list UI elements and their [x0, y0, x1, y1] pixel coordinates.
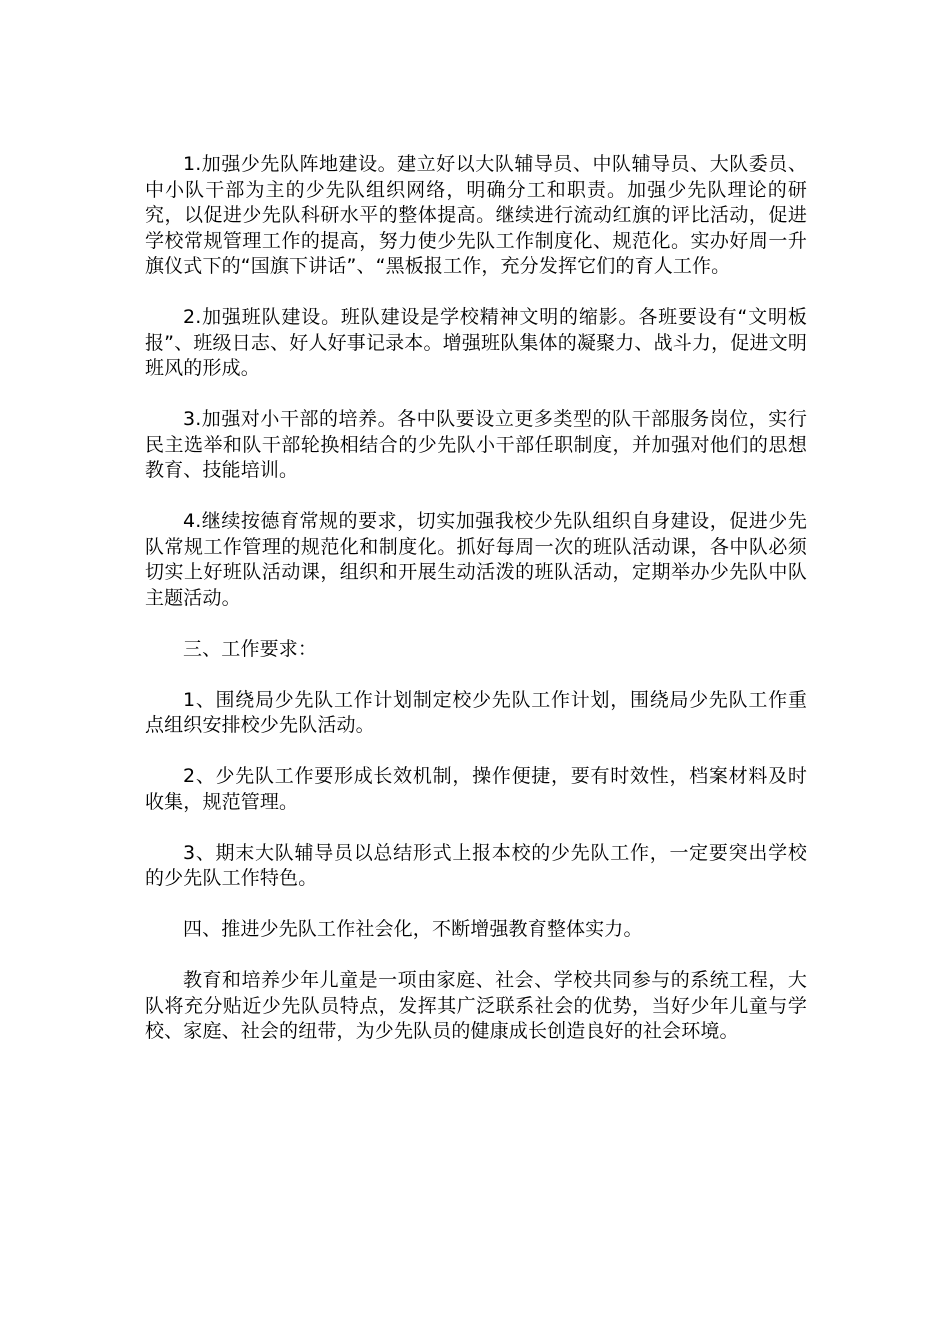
closing-paragraph: 教育和培养少年儿童是一项由家庭、社会、学校共同参与的系统工程，大队将充分贴近少先队员特点，发挥其广泛联系社会的优势，当好少年儿童与学校、家庭、社会的纽带，为少先队员的健康成长创造良好的社会环境。 [145, 969, 807, 1042]
section-heading-socialization: 四、推进少先队工作社会化，不断增强教育整体实力。 [183, 918, 643, 940]
paragraph-2: 2.加强班队建设。班队建设是学校精神文明的缩影。各班要设有“文明板报”、班级日志、好人好事记录本。增强班队集体的凝聚力、战斗力，促进文明班风的形成。 [145, 306, 807, 379]
requirement-item-2: 2、少先队工作要形成长效机制，操作便捷，要有时效性，档案材料及时收集，规范管理。 [145, 765, 807, 813]
requirement-item-1: 1、围绕局少先队工作计划制定校少先队工作计划，围绕局少先队工作重点组织安排校少先队活动。 [145, 688, 807, 736]
paragraph-3: 3.加强对小干部的培养。各中队要设立更多类型的队干部服务岗位，实行民主选举和队干部轮换相结合的少先队小干部任职制度，并加强对他们的思想教育、技能培训。 [145, 408, 807, 481]
paragraph-4: 4.继续按德育常规的要求，切实加强我校少先队组织自身建设，促进少先队常规工作管理的规范化和制度化。抓好每周一次的班队活动课，各中队必须切实上好班队活动课，组织和开展生动活泼的班队活动，定期举办少先队中队主题活动。 [145, 510, 807, 609]
requirement-item-3: 3、期末大队辅导员以总结形式上报本校的少先队工作，一定要突出学校的少先队工作特色。 [145, 841, 807, 889]
section-heading-requirements: 三、工作要求： [183, 637, 318, 660]
paragraph-1: 1.加强少先队阵地建设。建立好以大队辅导员、中队辅导员、大队委员、中小队干部为主的少先队组织网络，明确分工和职责。加强少先队理论的研究，以促进少先队科研水平的整体提高。继续进行流动红旗的评比活动，促进学校常规管理工作的提高，努力使少先队工作制度化、规范化。实办好周一升旗仪式下的“国旗下讲话”、“黑板报工作，充分发挥它们的育人工作。 [145, 153, 807, 277]
document-body [145, 152, 807, 1045]
